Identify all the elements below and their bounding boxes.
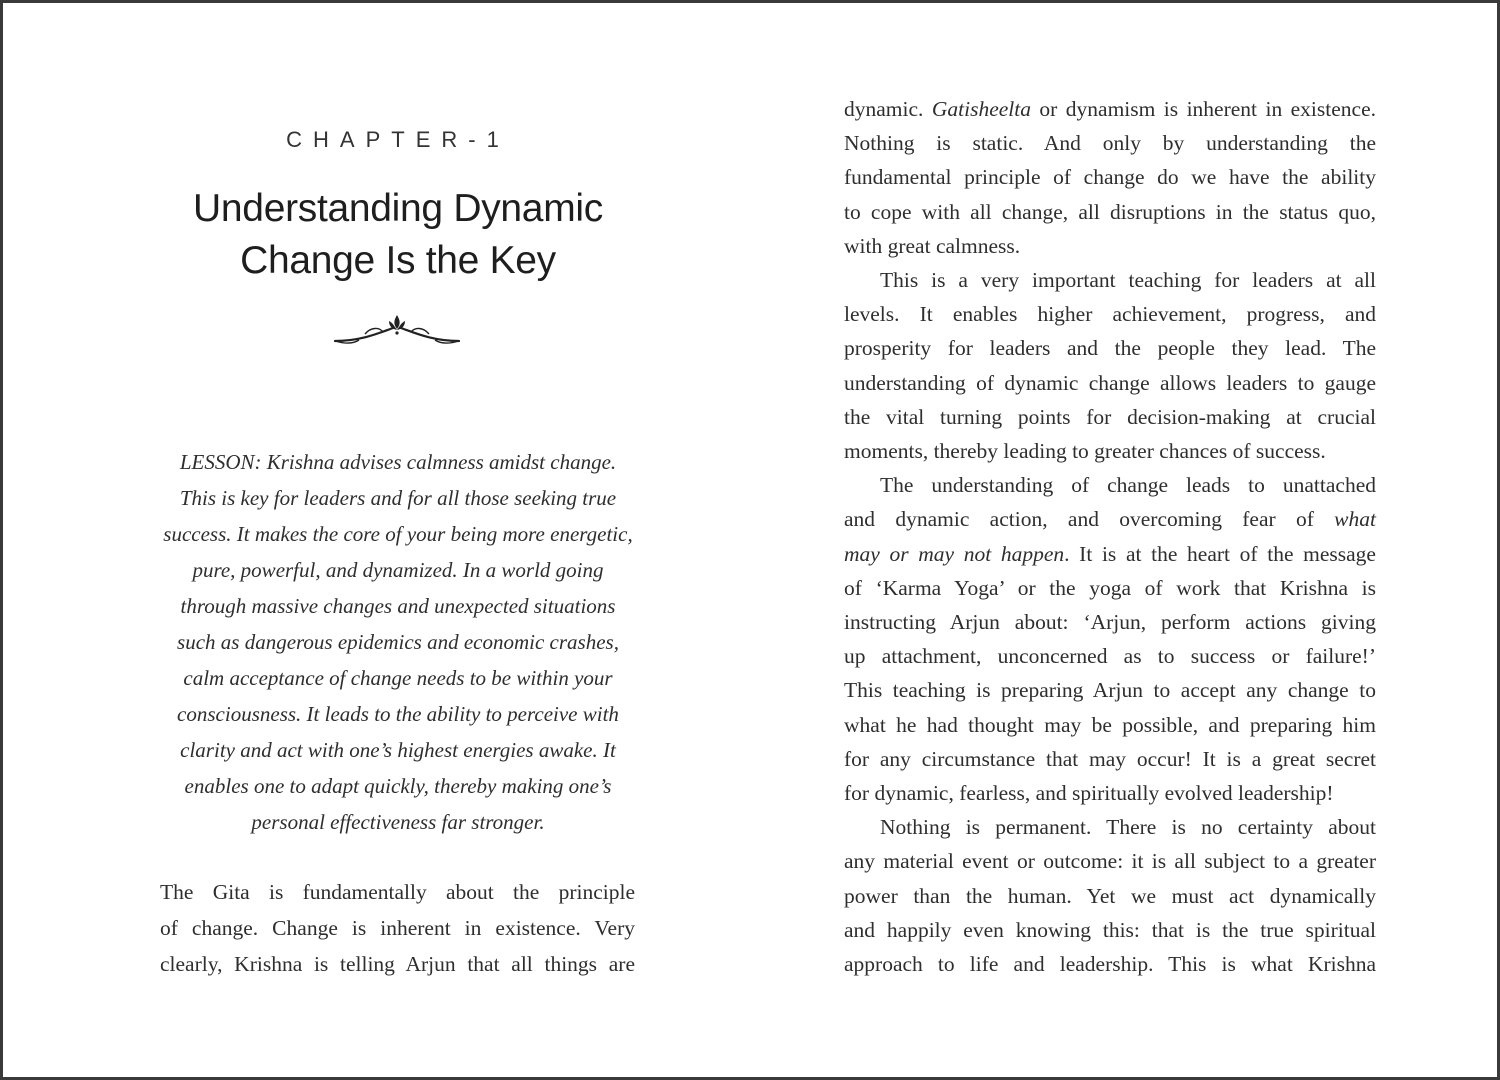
lesson-line: through massive changes and unexpected situations [180, 594, 616, 618]
floral-divider-icon [331, 311, 463, 347]
italic-phrase: what [1334, 507, 1376, 532]
italic-phrase: may or may not happen [844, 541, 1065, 566]
body-line: for any circumstance that may occur! It is a great secret [844, 746, 1376, 771]
body-line: instructing Arjun about: ‘Arjun, perform actions giving [844, 610, 1376, 635]
body-line: what he had thought may be possible, and preparing him [844, 712, 1376, 737]
lesson-line: personal effectiveness far stronger. [251, 810, 545, 834]
body-line: The understanding of change leads to unattached [880, 473, 1376, 498]
body-line [844, 92, 1376, 126]
text-run: or dynamism is inherent in existence. [1030, 97, 1376, 121]
body-line: This is a very important teaching for leaders at all [880, 268, 1376, 293]
body-line: for dynamic, fearless, and spiritually evolved leadership! [844, 781, 1334, 806]
italic-term: Gatisheelta [931, 97, 1031, 121]
body-line: any material event or outcome: it is all subject to a greater [844, 849, 1376, 874]
text-run: . It is at the heart of the message [1064, 541, 1376, 566]
body-line: the vital turning points for decision-making at crucial [844, 404, 1376, 429]
paragraph-1 [844, 92, 1376, 263]
body-line: This teaching is preparing Arjun to accept any change to [844, 678, 1376, 703]
lesson-line: LESSON: Krishna advises calmness amidst change. [179, 450, 617, 474]
lesson-line: calm acceptance of change needs to be within your [183, 666, 613, 690]
paragraph-4 [844, 810, 1376, 981]
body-line: The Gita is fundamentally about the principle [160, 880, 635, 904]
paragraph-3 [844, 468, 1376, 810]
chapter-title-line-1: Understanding Dynamic [193, 187, 603, 230]
text-run: dynamic. [844, 97, 932, 121]
body-paragraph [160, 874, 635, 982]
lesson-line: clarity and act with one’s highest energies awake. It [180, 738, 616, 762]
body-line [844, 537, 1376, 571]
body-line: fundamental principle of change do we have the ability [844, 165, 1376, 190]
body-line: of ‘Karma Yoga’ or the yoga of work that Krishna is [844, 575, 1376, 600]
body-line: Nothing is permanent. There is no certainty about [880, 815, 1376, 840]
lesson-line: This is key for leaders and for all those seeking true [179, 486, 617, 510]
chapter-title-line-2: Change Is the Key [240, 239, 556, 282]
body-line: up attachment, unconcerned as to success or failure!’ [844, 644, 1376, 669]
body-line: with great calmness. [844, 233, 1021, 258]
body-line: clearly, Krishna is telling Arjun that all things are [160, 952, 635, 976]
lesson-line: success. It makes the core of your being more energetic, [163, 522, 633, 546]
body-line: power than the human. Yet we must act dynamically [844, 883, 1376, 908]
body-line: understanding of dynamic change allows leaders to gauge [844, 370, 1376, 395]
right-page-text [844, 92, 1376, 981]
body-line: approach to life and leadership. This is what Krishna [844, 952, 1376, 977]
body-line: prosperity for leaders and the people they lead. The [844, 336, 1376, 361]
body-line: and happily even knowing this: that is the true spiritual [844, 917, 1376, 942]
body-line: Nothing is static. And only by understanding the [844, 131, 1376, 156]
paragraph-2 [844, 263, 1376, 468]
lesson-line: consciousness. It leads to the ability to perceive with [177, 702, 619, 726]
body-line: of change. Change is inherent in existence. Very [160, 916, 635, 940]
right-page [753, 3, 1500, 1077]
left-page [3, 3, 753, 1077]
chapter-label: CHAPTER-1 [286, 127, 510, 152]
body-line: levels. It enables higher achievement, progress, and [844, 302, 1376, 327]
body-line [844, 502, 1376, 536]
body-line: to cope with all change, all disruptions in the status quo, [844, 199, 1376, 224]
body-line: moments, thereby leading to greater chances of success. [844, 439, 1326, 464]
chapter-title [3, 183, 793, 287]
lesson-line: such as dangerous epidemics and economic crashes, [177, 630, 619, 654]
lesson-block [163, 444, 633, 840]
text-run: and dynamic action, and overcoming fear of [844, 507, 1335, 532]
lesson-line: pure, powerful, and dynamized. In a world going [192, 558, 604, 582]
lesson-line: enables one to adapt quickly, thereby making one’s [184, 774, 612, 798]
